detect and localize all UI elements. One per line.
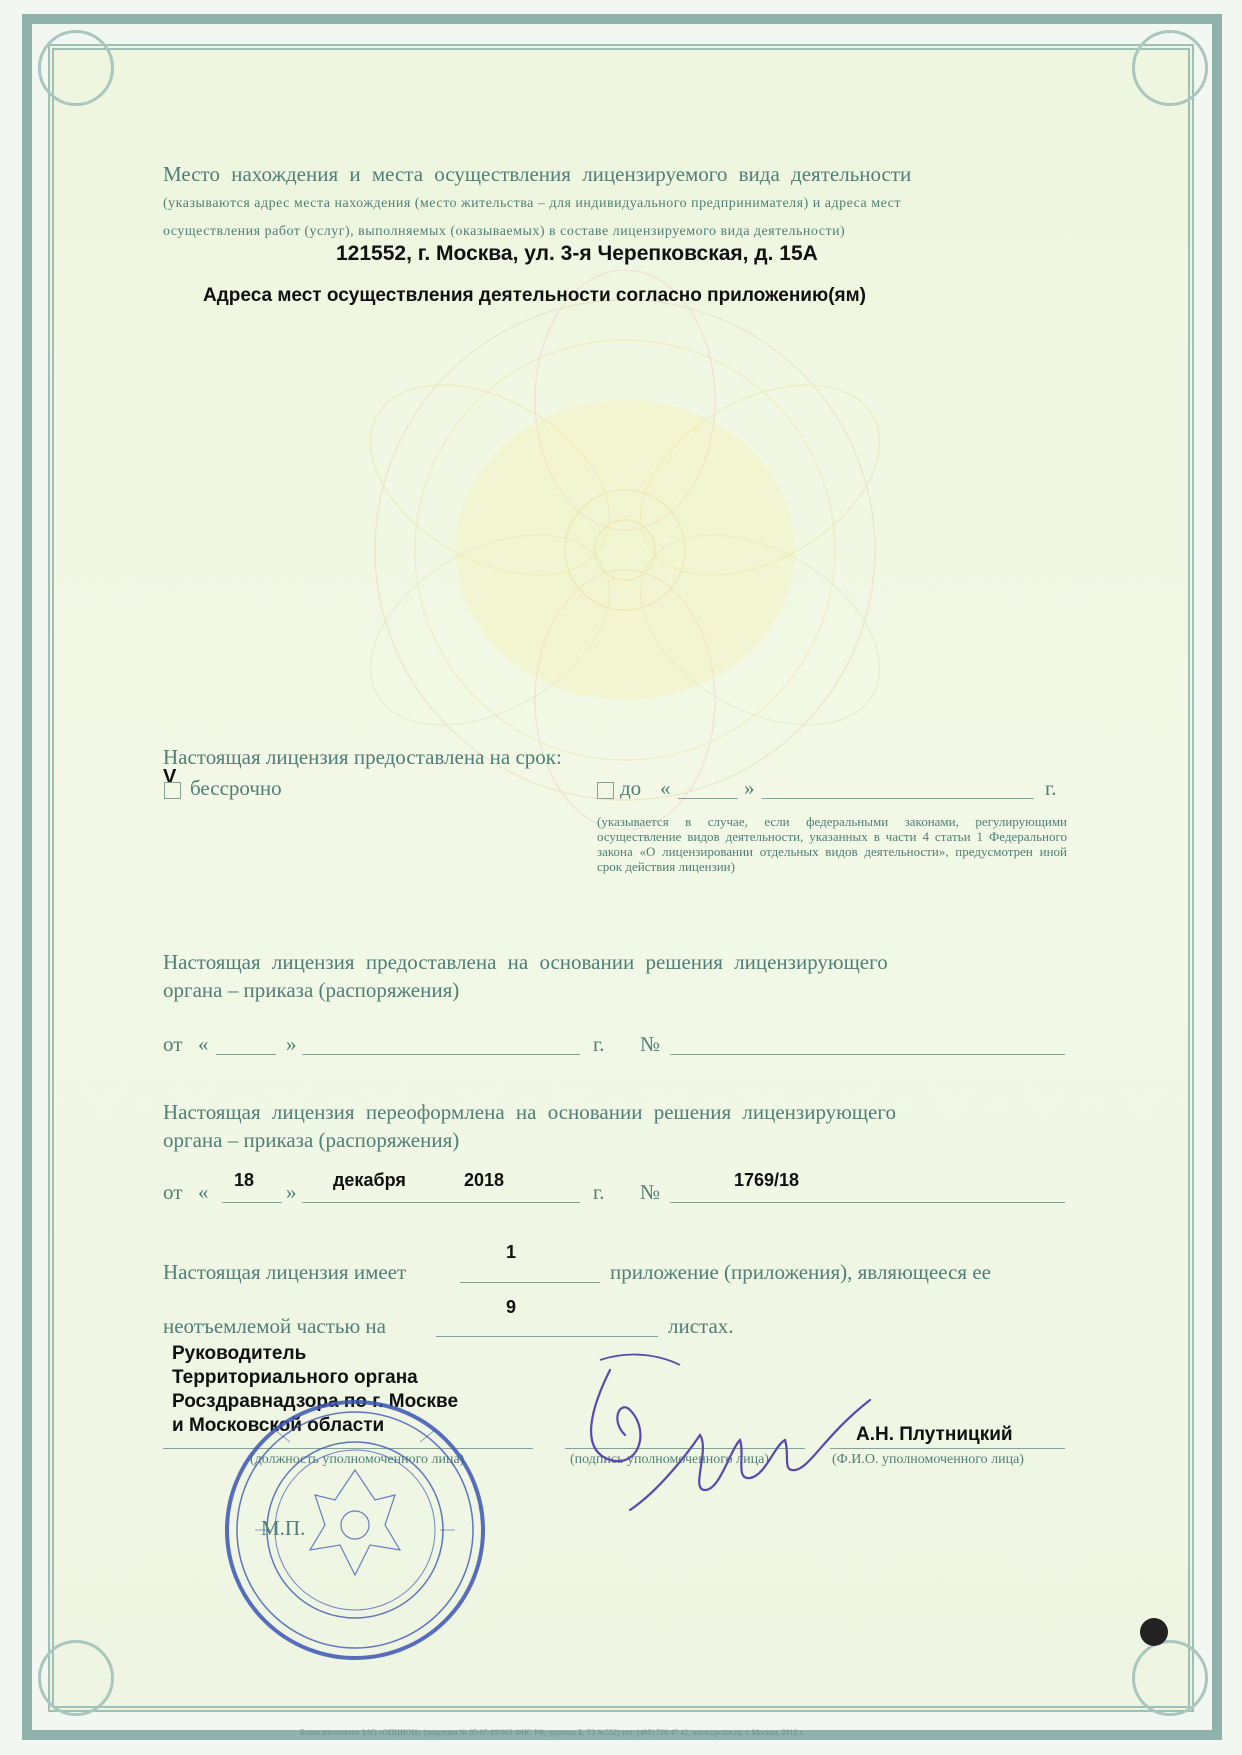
reissue-close-quote: » [286, 1180, 297, 1204]
address-appendix: Адреса мест осуществления деятельности согласно приложению(ям) [203, 285, 866, 306]
reissue-year-suffix: г. [593, 1180, 605, 1204]
reissue-number-sign: № [640, 1180, 661, 1204]
reissue-number-line [670, 1202, 1065, 1203]
term-check-mark: V [163, 766, 177, 788]
heading-note-line1: (указываются адрес места нахождения (место жительства – для индивидуального предпринимателя) и адреса мест [163, 196, 902, 211]
appendix-sheets: 9 [506, 1297, 517, 1317]
signatory-position-line3: Росздравнадзора по г. Москве [172, 1391, 459, 1412]
reissue-line1: Настоящая лицензия переоформлена на основании решения лицензирующего [163, 1100, 896, 1124]
basis-open-quote: « [198, 1032, 209, 1056]
reissue-from: от [163, 1180, 183, 1204]
appendix-count: 1 [506, 1242, 517, 1262]
official-seal [215, 1390, 495, 1670]
caption-signature: (подпись уполномоченного лица) [570, 1452, 769, 1467]
term-year-suffix: г. [1045, 776, 1057, 800]
heading-note-line2: осуществления работ (услуг), выполняемых (оказываемых) в составе лицензируемого вида деятельности) [163, 224, 846, 239]
basis-number-sign: № [640, 1032, 661, 1056]
appendix-line2-end: листах. [668, 1314, 734, 1338]
basis-month-line [302, 1054, 580, 1055]
binding-hole [1140, 1618, 1168, 1646]
reissue-day: 18 [234, 1170, 255, 1190]
reissue-number: 1769/18 [734, 1170, 800, 1190]
corner-ornament-bottom-left [38, 1640, 114, 1716]
term-note: (указывается в случае, если федеральными законами, регулирующими осуществление видов деятельности, указанных в части 4 статьи 1 Федерального закона «О лицензировании отдельных видов деятельности», предусмотрен иной срок действия лицензии) [597, 814, 1067, 874]
reissue-day-line [222, 1202, 282, 1203]
printer-footer: Бланк изготовлен ЗАО «ОПЦИОН» (лицензия № 05-05-09/003 ФНС РФ, уровень Б, Т3 №552) тел. (495) 726 47 42, www.opcion.ru, г. Москва, 2012 г. [300, 1728, 804, 1737]
heading-title: Место нахождения и места осуществления лицензируемого вида деятельности [163, 162, 912, 186]
appendix-line1-end: приложение (приложения), являющееся ее [610, 1260, 991, 1284]
basis-year-suffix: г. [593, 1032, 605, 1056]
basis-close-quote: » [286, 1032, 297, 1056]
handwritten-signature [570, 1340, 890, 1520]
corner-ornament-bottom-right [1132, 1640, 1208, 1716]
reissue-line2: органа – приказа (распоряжения) [163, 1128, 460, 1152]
appendix-sheets-line [436, 1336, 658, 1337]
basis-line2: органа – приказа (распоряжения) [163, 978, 460, 1002]
basis-from: от [163, 1032, 183, 1056]
term-until-close-quote: » [744, 776, 755, 800]
basis-number-line [670, 1054, 1065, 1055]
appendix-count-line [460, 1282, 600, 1283]
reissue-month-line [302, 1202, 580, 1203]
caption-position: (должность уполномоченного лица) [250, 1452, 465, 1467]
caption-name: (Ф.И.О. уполномоченного лица) [832, 1452, 1024, 1467]
basis-day-line [216, 1054, 276, 1055]
term-label: Настоящая лицензия предоставлена на срок: [163, 745, 562, 769]
appendix-line1-start: Настоящая лицензия имеет [163, 1260, 407, 1284]
corner-ornament-top-left [38, 30, 114, 106]
indefinite-checkbox [164, 782, 181, 799]
signatory-position-line1: Руководитель [172, 1343, 307, 1364]
signatory-name: А.Н. Плутницкий [856, 1424, 1013, 1445]
term-until-prefix: до [620, 776, 642, 800]
signatory-position-line2: Территориального органа [172, 1367, 418, 1388]
term-until-open-quote: « [660, 776, 671, 800]
corner-ornament-top-right [1132, 30, 1208, 106]
term-indefinite: бессрочно [190, 776, 282, 800]
appendix-line2-start: неотъемлемой частью на [163, 1314, 386, 1338]
address-main: 121552, г. Москва, ул. 3-я Черепковская, д. 15А [336, 242, 818, 265]
seal-place-label: М.П. [261, 1516, 306, 1540]
reissue-open-quote: « [198, 1180, 209, 1204]
term-day-line [678, 798, 738, 799]
term-month-line [762, 798, 1034, 799]
reissue-year: 2018 [464, 1170, 505, 1190]
until-checkbox [597, 782, 614, 799]
reissue-month: декабря [333, 1170, 406, 1190]
basis-line1: Настоящая лицензия предоставлена на основании решения лицензирующего [163, 950, 888, 974]
signatory-position-line4: и Московской области [172, 1415, 385, 1436]
